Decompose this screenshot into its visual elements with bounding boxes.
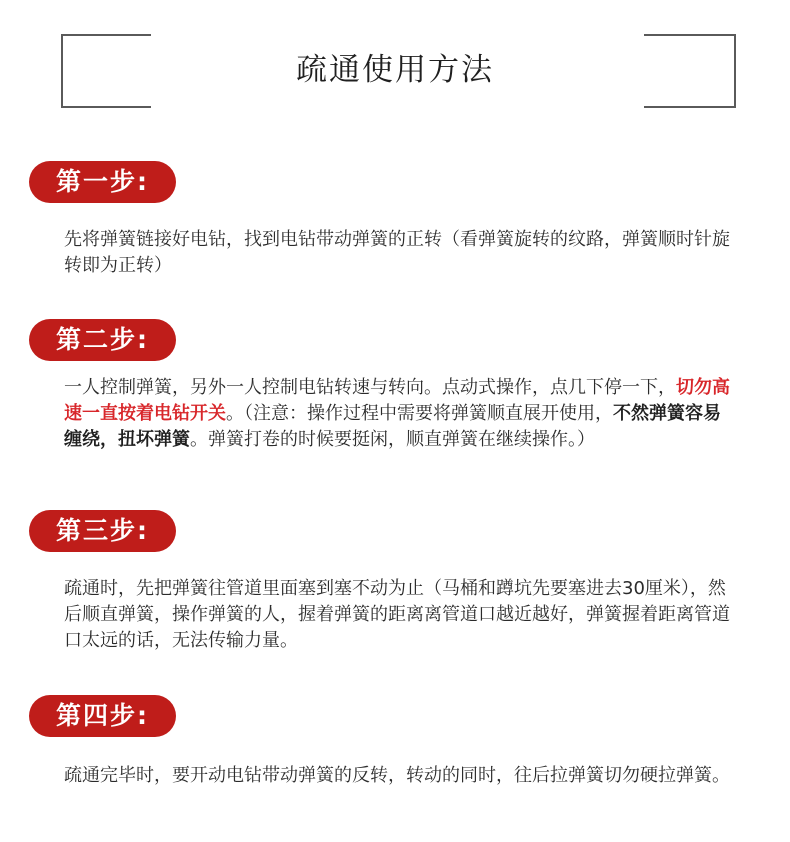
step-1-text: 先将弹簧链接好电钻，找到电钻带动弹簧的正转（看弹簧旋转的纹路，弹簧顺时针旋转即为正转） — [64, 229, 730, 276]
page-title: 疏通使用方法 — [296, 52, 494, 88]
step-2-text — [64, 375, 730, 453]
step-2-badge: 第二步: — [29, 319, 176, 361]
step-4-badge: 第四步: — [29, 695, 176, 737]
step-2-emphasis-text: 不然弹簧容易缠绕，扭坏弹簧 — [64, 403, 721, 450]
step-4-text: 疏通完毕时，要开动电钻带动弹簧的反转，转动的同时，往后拉弹簧切勿硬拉弹簧。 — [64, 765, 730, 786]
step-3-badge: 第三步: — [29, 510, 176, 552]
step-2-text-part-1: 一人控制弹簧，另外一人控制电钻转速与转向。点动式操作，点几下停一下， — [64, 377, 676, 398]
step-2-text-part-2: 。（注意：操作过程中需要将弹簧顺直展开使用， — [226, 403, 613, 424]
step-2-warning-text: 切勿高速一直按着电钻开关 — [64, 377, 730, 424]
step-3-text: 疏通时，先把弹簧往管道里面塞到塞不动为止（马桶和蹲坑先要塞进去30厘米），然后顺直弹簧，操作弹簧的人，握着弹簧的距离离管道口越近越好，弹簧握着距离管道口太远的话，无法传输力量。 — [64, 578, 730, 651]
step-1-badge: 第一步: — [29, 161, 176, 203]
step-2-text-part-3: 。弹簧打卷的时候要挺闲，顺直弹簧在继续操作。） — [190, 429, 595, 450]
